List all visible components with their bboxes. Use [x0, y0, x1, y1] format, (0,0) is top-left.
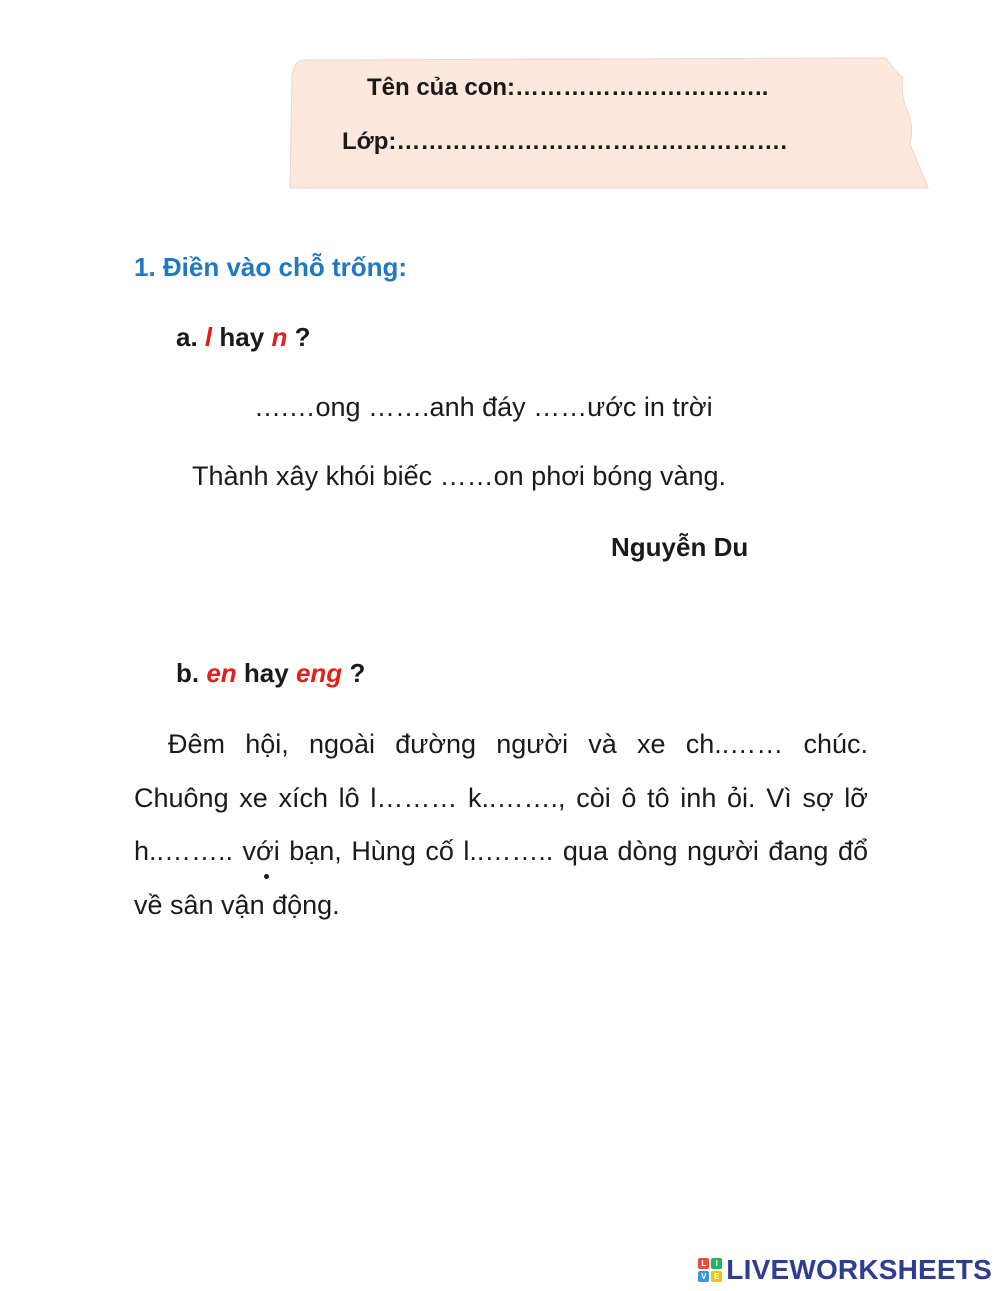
question-b-mark: ?: [349, 658, 366, 688]
question-b: [176, 658, 365, 689]
fill-in-paragraph[interactable]: Đêm hội, ngoài đường người và xe ch..…… chúc. Chuông xe xích lô l……… k..……., còi ô tô inh ỏi. Vì sợ lỡ h..…….. với bạn, Hùng cố l..…….. qua dòng người đang đổ về sân vận động.: [134, 729, 868, 920]
class-field: Lớp:………………………………………….: [342, 128, 788, 155]
option-en: en: [206, 658, 237, 688]
verse-line-1[interactable]: ….…ong …….anh đáy ……ước in trời: [254, 392, 713, 422]
option-n: n: [271, 322, 288, 352]
student-info-card: [288, 56, 930, 190]
question-a-prefix: a.: [176, 322, 198, 352]
liveworksheets-brand: [698, 1254, 992, 1286]
logo-letter-l: L: [698, 1258, 709, 1269]
logo-letter-i: I: [711, 1258, 722, 1269]
student-name-field: Tên của con:…………………………..: [367, 74, 769, 101]
brand-name: LIVEWORKSHEETS: [726, 1254, 992, 1285]
question-a-mark: ?: [294, 322, 311, 352]
question-b-hay: hay: [243, 658, 289, 688]
option-l: l: [204, 322, 213, 352]
section-title: 1. Điền vào chỗ trống:: [134, 252, 408, 282]
question-a: [176, 322, 310, 353]
question-a-hay: hay: [219, 322, 265, 352]
stray-dot: [264, 874, 269, 879]
logo-letter-v: V: [698, 1271, 709, 1282]
verse-line-2[interactable]: Thành xây khói biếc ……on phơi bóng vàng.: [192, 461, 727, 491]
liveworksheets-logo-icon: [698, 1258, 722, 1282]
logo-letter-e: E: [711, 1271, 722, 1282]
poem-author: Nguyễn Du: [611, 532, 749, 562]
question-b-prefix: b.: [176, 658, 200, 688]
option-eng: eng: [295, 658, 343, 688]
